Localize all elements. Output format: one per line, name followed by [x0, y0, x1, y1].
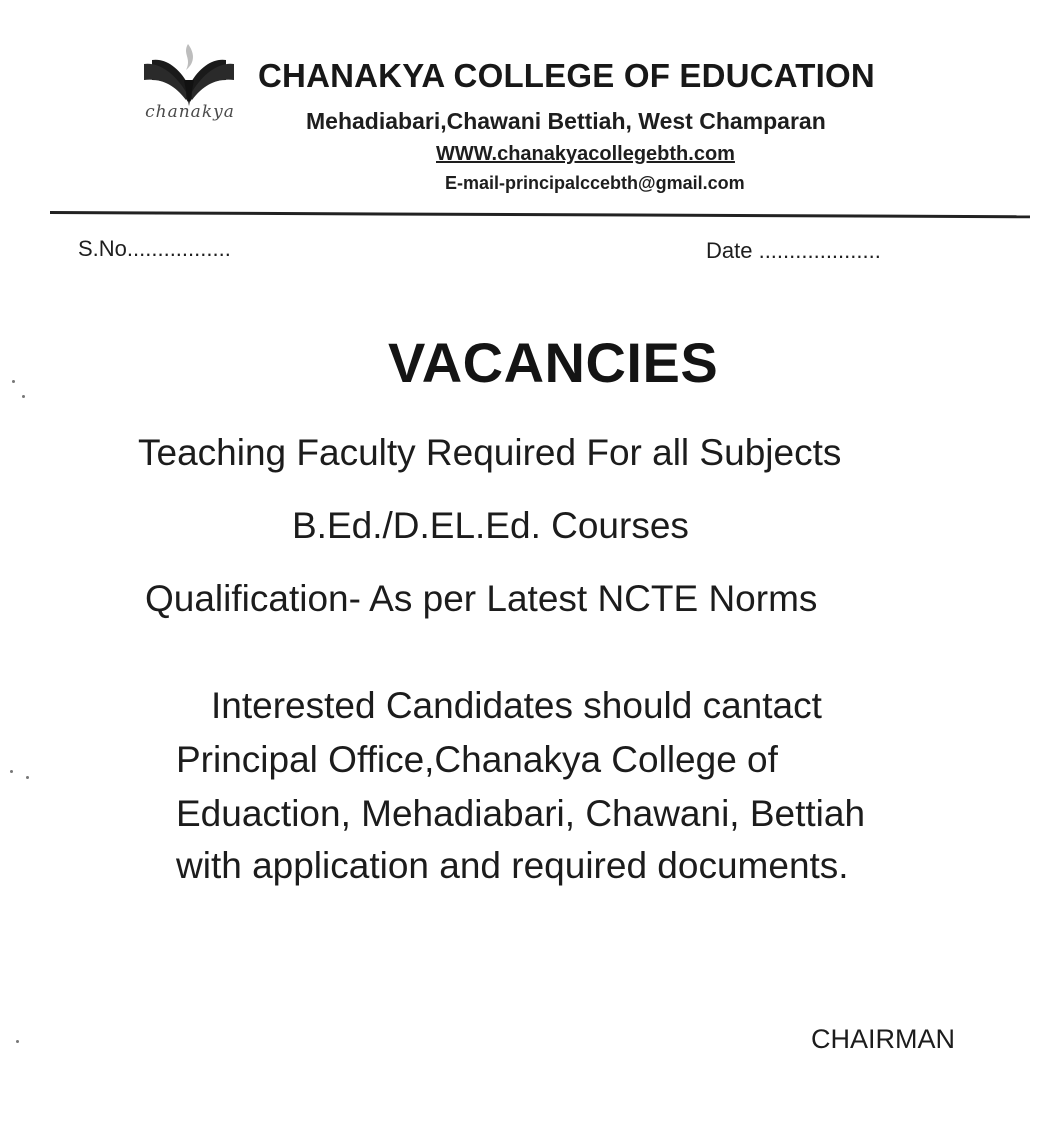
notice-heading: VACANCIES	[388, 331, 719, 394]
book-flame-icon	[130, 40, 250, 110]
college-name: CHANAKYA COLLEGE OF EDUCATION	[258, 57, 875, 94]
contact-paragraph-line: with application and required documents.	[176, 845, 849, 886]
college-logo	[130, 40, 250, 135]
serial-number-field: S.No.................	[78, 236, 231, 261]
scan-speck	[22, 395, 25, 398]
date-field: Date ....................	[706, 238, 881, 263]
scan-speck	[16, 1040, 19, 1043]
contact-paragraph-line: Eduaction, Mehadiabari, Chawani, Bettiah	[176, 793, 866, 834]
scan-speck	[12, 380, 15, 383]
scan-speck	[26, 776, 29, 779]
college-address: Mehadiabari,Chawani Bettiah, West Champaran	[306, 108, 826, 134]
college-website-link[interactable]: WWW.chanakyacollegebth.com	[436, 143, 735, 165]
notice-line-qualification: Qualification- As per Latest NCTE Norms	[145, 578, 818, 619]
header-divider	[50, 211, 1030, 218]
notice-line-courses: B.Ed./D.EL.Ed. Courses	[292, 505, 689, 546]
contact-paragraph-line: Principal Office,Chanakya College of	[176, 739, 778, 780]
signature-chairman: CHAIRMAN	[811, 1024, 956, 1054]
notice-line-faculty: Teaching Faculty Required For all Subjects	[138, 432, 842, 473]
scan-speck	[10, 770, 13, 773]
logo-wordmark: chanakya	[145, 102, 235, 122]
contact-paragraph-line: Interested Candidates should cantact	[211, 685, 822, 726]
college-email[interactable]: E-mail-principalccebth@gmail.com	[445, 173, 745, 193]
